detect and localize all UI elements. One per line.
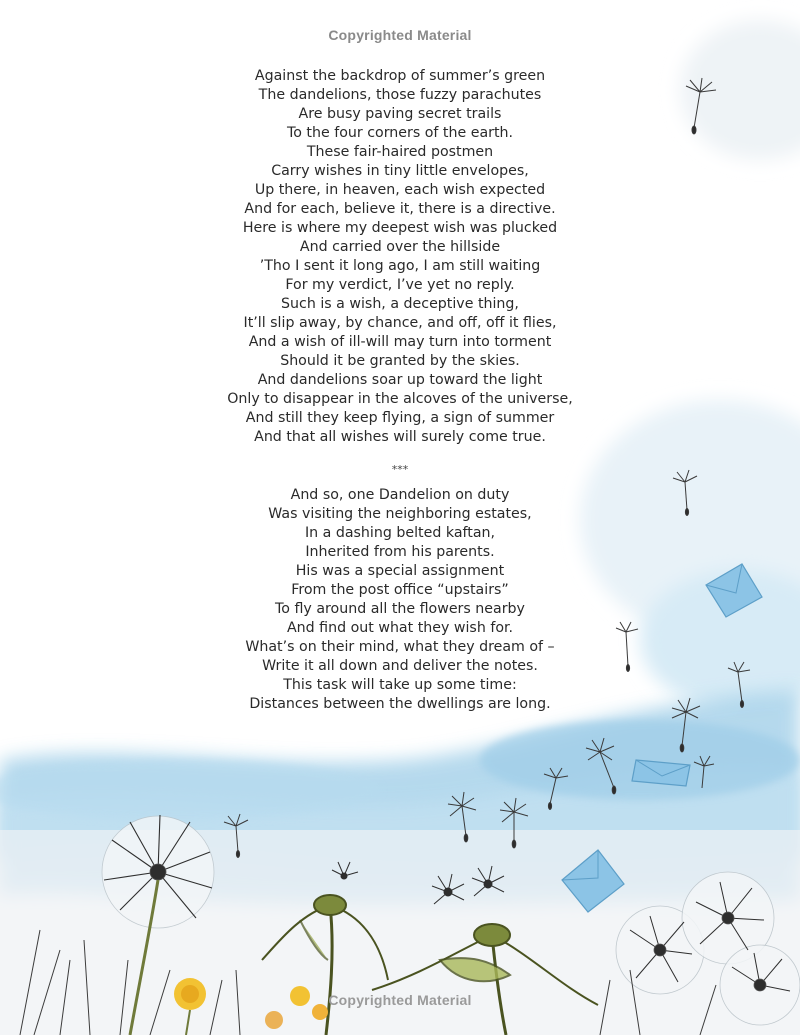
poem-line: Only to disappear in the alcoves of the universe, xyxy=(227,391,573,407)
poem-line: Up there, in heaven, each wish expected xyxy=(254,182,546,198)
poem-line: And still they keep flying, a sign of summer xyxy=(245,410,555,426)
copyright-watermark-top: Copyrighted Material xyxy=(328,27,472,43)
poem-line: Are busy paving secret trails xyxy=(298,106,502,122)
poem-line: And a wish of ill-will may turn into torment xyxy=(248,334,552,350)
poem-line: Write it all down and deliver the notes. xyxy=(262,658,538,674)
poem-line: And so, one Dandelion on duty xyxy=(290,487,510,503)
poem-line: Was visiting the neighboring estates, xyxy=(268,506,532,522)
poem-line: It’ll slip away, by chance, and off, off it flies, xyxy=(243,315,557,331)
poem-line: What’s on their mind, what they dream of – xyxy=(245,639,555,655)
poem-line: ’Tho I sent it long ago, I am still waiting xyxy=(259,258,541,274)
poem-line: This task will take up some time: xyxy=(283,677,517,693)
poem-stanza-2 xyxy=(0,486,800,714)
poem-line: And that all wishes will surely come true. xyxy=(254,429,546,445)
stanza-separator: *** xyxy=(391,463,409,476)
poem-line: And dandelions soar up toward the light xyxy=(257,372,543,388)
poem-line: In a dashing belted kaftan, xyxy=(304,525,496,541)
poem-line: Here is where my deepest wish was plucked xyxy=(242,220,558,236)
poem-line: Distances between the dwellings are long. xyxy=(249,696,551,712)
envelope-icon xyxy=(632,760,690,786)
poem-line: And find out what they wish for. xyxy=(286,620,514,636)
poem-stanza-1 xyxy=(0,67,800,447)
poem-line: Should it be granted by the skies. xyxy=(280,353,520,369)
poem-line: From the post office “upstairs” xyxy=(291,582,509,598)
copyright-watermark-bottom: Copyrighted Material xyxy=(328,992,472,1008)
poem-line: These fair-haired postmen xyxy=(306,144,494,160)
poem-line: Against the backdrop of summer’s green xyxy=(254,68,546,84)
poem-line: Inherited from his parents. xyxy=(305,544,495,560)
poem-line: And carried over the hillside xyxy=(299,239,501,255)
poem-line: The dandelions, those fuzzy parachutes xyxy=(258,87,542,103)
poem-line: Carry wishes in tiny little envelopes, xyxy=(271,163,529,179)
poem-line: For my verdict, I’ve yet no reply. xyxy=(285,277,515,293)
poem-line: To fly around all the flowers nearby xyxy=(275,601,525,617)
poem-line: His was a special assignment xyxy=(295,563,505,579)
poem-line: Such is a wish, a deceptive thing, xyxy=(281,296,519,312)
poem-line: And for each, believe it, there is a directive. xyxy=(244,201,556,217)
poem-line: To the four corners of the earth. xyxy=(286,125,514,141)
